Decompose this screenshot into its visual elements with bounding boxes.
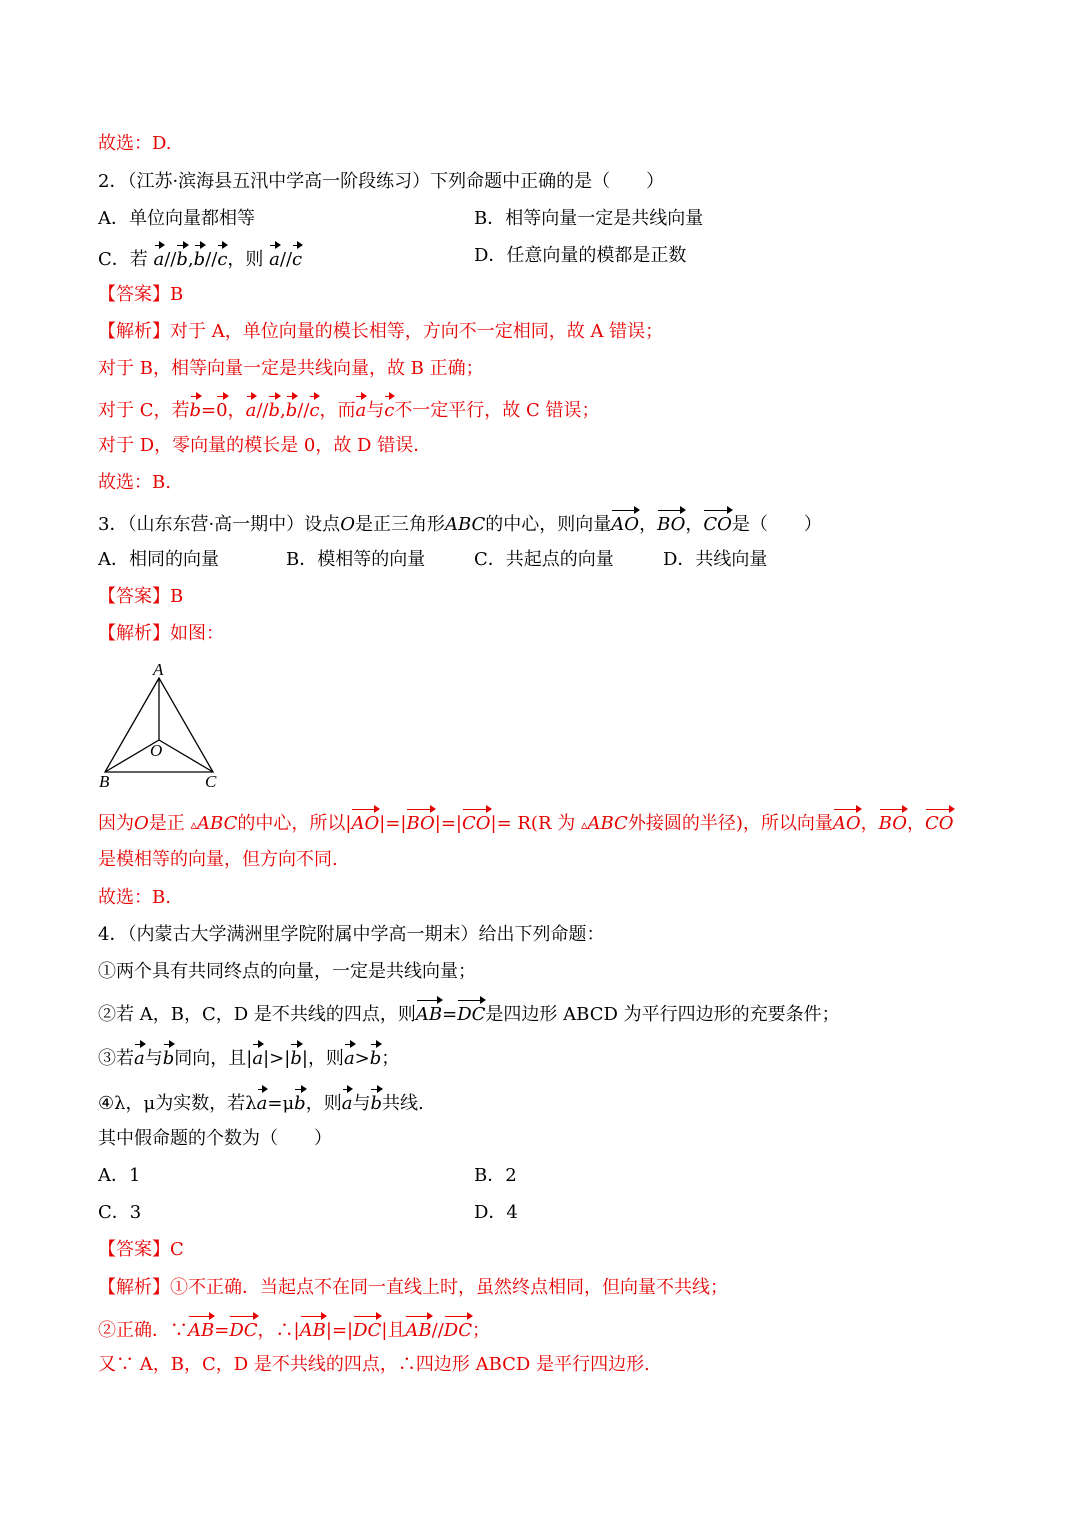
greater-than: >	[269, 1048, 285, 1069]
text: |= R(R 为	[490, 813, 581, 834]
vec-bo: BO	[406, 808, 434, 836]
parallel-sign: //	[431, 1320, 444, 1341]
vec-b: b	[286, 395, 298, 423]
triangle-abc: ABC	[197, 813, 238, 834]
parallel-sign: //	[297, 400, 310, 421]
text: ，而	[319, 400, 356, 421]
vec-b: b	[370, 1088, 382, 1116]
comma: ，	[906, 813, 925, 834]
vec-ao: AO	[833, 808, 861, 836]
abs-bar: |	[284, 1048, 291, 1069]
vec-co: CO	[462, 808, 491, 836]
equals: =	[201, 400, 217, 421]
vec-b: b	[290, 1043, 302, 1071]
comma: ,	[187, 249, 194, 270]
q4-ask: 其中假命题的个数为（ ）	[98, 1128, 332, 1149]
vec-dc: DC	[353, 1315, 381, 1343]
abs-bar: |	[246, 1048, 253, 1069]
text: 3．（山东东营·高一期中）设点	[98, 514, 341, 535]
triangle-symbol: ▵	[580, 818, 588, 833]
equals: =	[331, 1320, 348, 1341]
vec-a: a	[252, 1043, 263, 1071]
vec-c: c	[217, 244, 227, 272]
q4-option-a: A．1	[98, 1165, 141, 1186]
parallel-sign: //	[256, 400, 269, 421]
comma: ，	[685, 514, 704, 535]
text: 与	[144, 1048, 163, 1069]
q2-c-pre: C．若	[98, 249, 154, 270]
equals: =	[442, 1004, 458, 1025]
q4-proposition-3	[98, 1043, 399, 1071]
abs-bar: |	[325, 1320, 332, 1341]
vec-ab: AB	[188, 1315, 214, 1343]
text: 同向，且	[174, 1048, 247, 1069]
semicolon: ；	[381, 1048, 400, 1069]
vec-ab: AB	[405, 1315, 431, 1343]
q4-proposition-4	[98, 1088, 424, 1116]
vec-a: a	[269, 244, 280, 272]
label-a: A	[153, 660, 164, 679]
text: ，则	[305, 1093, 342, 1114]
q4-proposition-2	[98, 999, 840, 1027]
vec-c: c	[384, 395, 394, 423]
segment-co	[159, 740, 213, 772]
text: 是正	[148, 813, 191, 834]
vec-a: a	[134, 1043, 145, 1071]
vec-b: b	[190, 395, 202, 423]
vec-b: b	[176, 244, 188, 272]
comma: ，	[860, 813, 879, 834]
vec-a: a	[257, 1088, 268, 1116]
text: ，∴|	[257, 1320, 300, 1341]
vec-a: a	[344, 1043, 355, 1071]
q2-option-a: A．单位向量都相等	[98, 208, 255, 229]
text: 与	[366, 400, 385, 421]
q3-answer: 【答案】B	[98, 586, 184, 607]
q3-option-a: A．相同的向量	[98, 549, 219, 570]
abs-bar: |	[263, 1048, 270, 1069]
semicolon: ；	[472, 1320, 490, 1341]
text: =μ	[267, 1093, 295, 1114]
q3-conclusion: 故选：B.	[98, 887, 171, 908]
abs-bar: |	[301, 1048, 308, 1069]
q4-option-d: D．4	[474, 1202, 518, 1223]
parallel-sign: //	[164, 249, 177, 270]
parallel-sign: //	[205, 249, 218, 270]
text: 与	[352, 1093, 371, 1114]
q2-c-mid: ，则	[227, 249, 270, 270]
text: |=|	[434, 813, 462, 834]
parallel-sign: //	[279, 249, 293, 270]
q2-analysis-1: 【解析】对于 A，单位向量的模长相等，方向不一定相同，故 A 错误；	[98, 321, 664, 342]
q1-conclusion: 故选：D.	[98, 133, 172, 154]
vec-b: b	[163, 1043, 175, 1071]
vec-ab: AB	[300, 1315, 326, 1343]
q3-analysis-label: 【解析】如图：	[98, 623, 224, 644]
q4-analysis-3: 又∵ A，B，C，D 是不共线的四点，∴四边形 ABCD 是平行四边形.	[98, 1354, 650, 1375]
q4-proposition-1: ①两个具有共同终点的向量，一定是共线向量；	[98, 961, 476, 982]
q2-conclusion: 故选：B.	[98, 472, 171, 493]
text: 的中心，则向量	[485, 514, 612, 535]
vec-ao: AO	[611, 509, 639, 537]
q3-option-c: C．共起点的向量	[474, 549, 614, 570]
triangle-figure	[95, 660, 225, 792]
text: 是（ ）	[731, 514, 822, 535]
text: ，则	[307, 1048, 344, 1069]
vec-a: a	[154, 244, 165, 272]
q2-answer: 【答案】B	[98, 284, 184, 305]
text: 外接圆的半径)，所以向量	[627, 813, 833, 834]
point-o: O	[134, 813, 149, 834]
q3-stem	[98, 509, 822, 537]
vec-ao: AO	[351, 808, 379, 836]
comma: ，	[639, 514, 658, 535]
vec-ab: AB	[416, 999, 442, 1027]
point-o: O	[340, 514, 355, 535]
text: ③若	[98, 1048, 134, 1069]
vec-a: a	[342, 1088, 353, 1116]
comma: ，	[227, 400, 246, 421]
q4-option-c: C．3	[98, 1202, 142, 1223]
equals: =	[214, 1320, 230, 1341]
label-b: B	[99, 772, 110, 791]
text: |且	[381, 1320, 406, 1341]
vec-b: b	[194, 244, 206, 272]
text: 因为	[98, 813, 134, 834]
vec-c: c	[292, 244, 302, 272]
q2-option-d: D．任意向量的模都是正数	[474, 245, 687, 266]
vec-b: b	[370, 1043, 382, 1071]
text: 是正三角形	[354, 514, 445, 535]
vec-bo: BO	[657, 509, 685, 537]
q4-answer: 【答案】C	[98, 1239, 184, 1260]
vec-dc: DC	[457, 999, 485, 1027]
q3-option-d: D．共线向量	[663, 549, 768, 570]
q4-stem: 4．（内蒙古大学满洲里学院附属中学高一期末）给出下列命题：	[98, 924, 605, 945]
label-o: O	[150, 741, 163, 760]
text: 的中心，所以|	[237, 813, 352, 834]
q2-option-b: B．相等向量一定是共线向量	[474, 208, 704, 229]
q2-analysis-4: 对于 D，零向量的模长是 0，故 D 错误．	[98, 435, 432, 456]
vec-a: a	[246, 395, 257, 423]
q3-reason-1	[98, 808, 954, 838]
text: ②正确．∵	[98, 1320, 188, 1341]
q2-stem: 2．（江苏·滨海县五汛中学高一阶段练习）下列命题中正确的是（ ）	[98, 171, 665, 192]
text: 不一定平行，故 C 错误；	[394, 400, 600, 421]
text: 共线.	[381, 1093, 424, 1114]
q4-option-b: B．2	[474, 1165, 517, 1186]
text: ④λ，μ为实数，若λ	[98, 1093, 257, 1114]
vec-dc: DC	[444, 1315, 472, 1343]
abs-bar: |	[347, 1320, 354, 1341]
text: ②若 A，B，C，D 是不共线的四点，则	[98, 1004, 416, 1025]
triangle-abc: ABC	[587, 813, 628, 834]
q2-analysis-3	[98, 395, 600, 423]
vec-dc: DC	[229, 1315, 257, 1343]
q2-option-c	[98, 244, 302, 272]
vec-c: c	[309, 395, 319, 423]
greater-than: >	[354, 1048, 370, 1069]
q4-analysis-1: 【解析】①不正确．当起点不在同一直线上时，虽然终点相同，但向量不共线；	[98, 1277, 728, 1298]
q3-reason-2: 是模相等的向量，但方向不同.	[98, 849, 338, 870]
label-c: C	[205, 772, 217, 791]
q3-option-b: B．模相等的向量	[286, 549, 426, 570]
text: |=|	[379, 813, 407, 834]
comma: ,	[279, 400, 286, 421]
triangle-abc: ABC	[444, 514, 486, 535]
vec-a: a	[355, 395, 366, 423]
text: 是四边形 ABCD 为平行四边形的充要条件；	[485, 1004, 840, 1025]
vec-co: CO	[703, 509, 732, 537]
text: 对于 C，若	[98, 400, 190, 421]
vec-bo: BO	[879, 808, 907, 836]
q2-analysis-2: 对于 B，相等向量一定是共线向量，故 B 正确；	[98, 358, 484, 379]
q4-analysis-2	[98, 1315, 490, 1343]
vec-zero: 0	[216, 395, 227, 423]
vec-co: CO	[925, 808, 954, 836]
vec-b: b	[294, 1088, 306, 1116]
vec-b: b	[268, 395, 280, 423]
triangle-symbol: ▵	[190, 818, 198, 833]
